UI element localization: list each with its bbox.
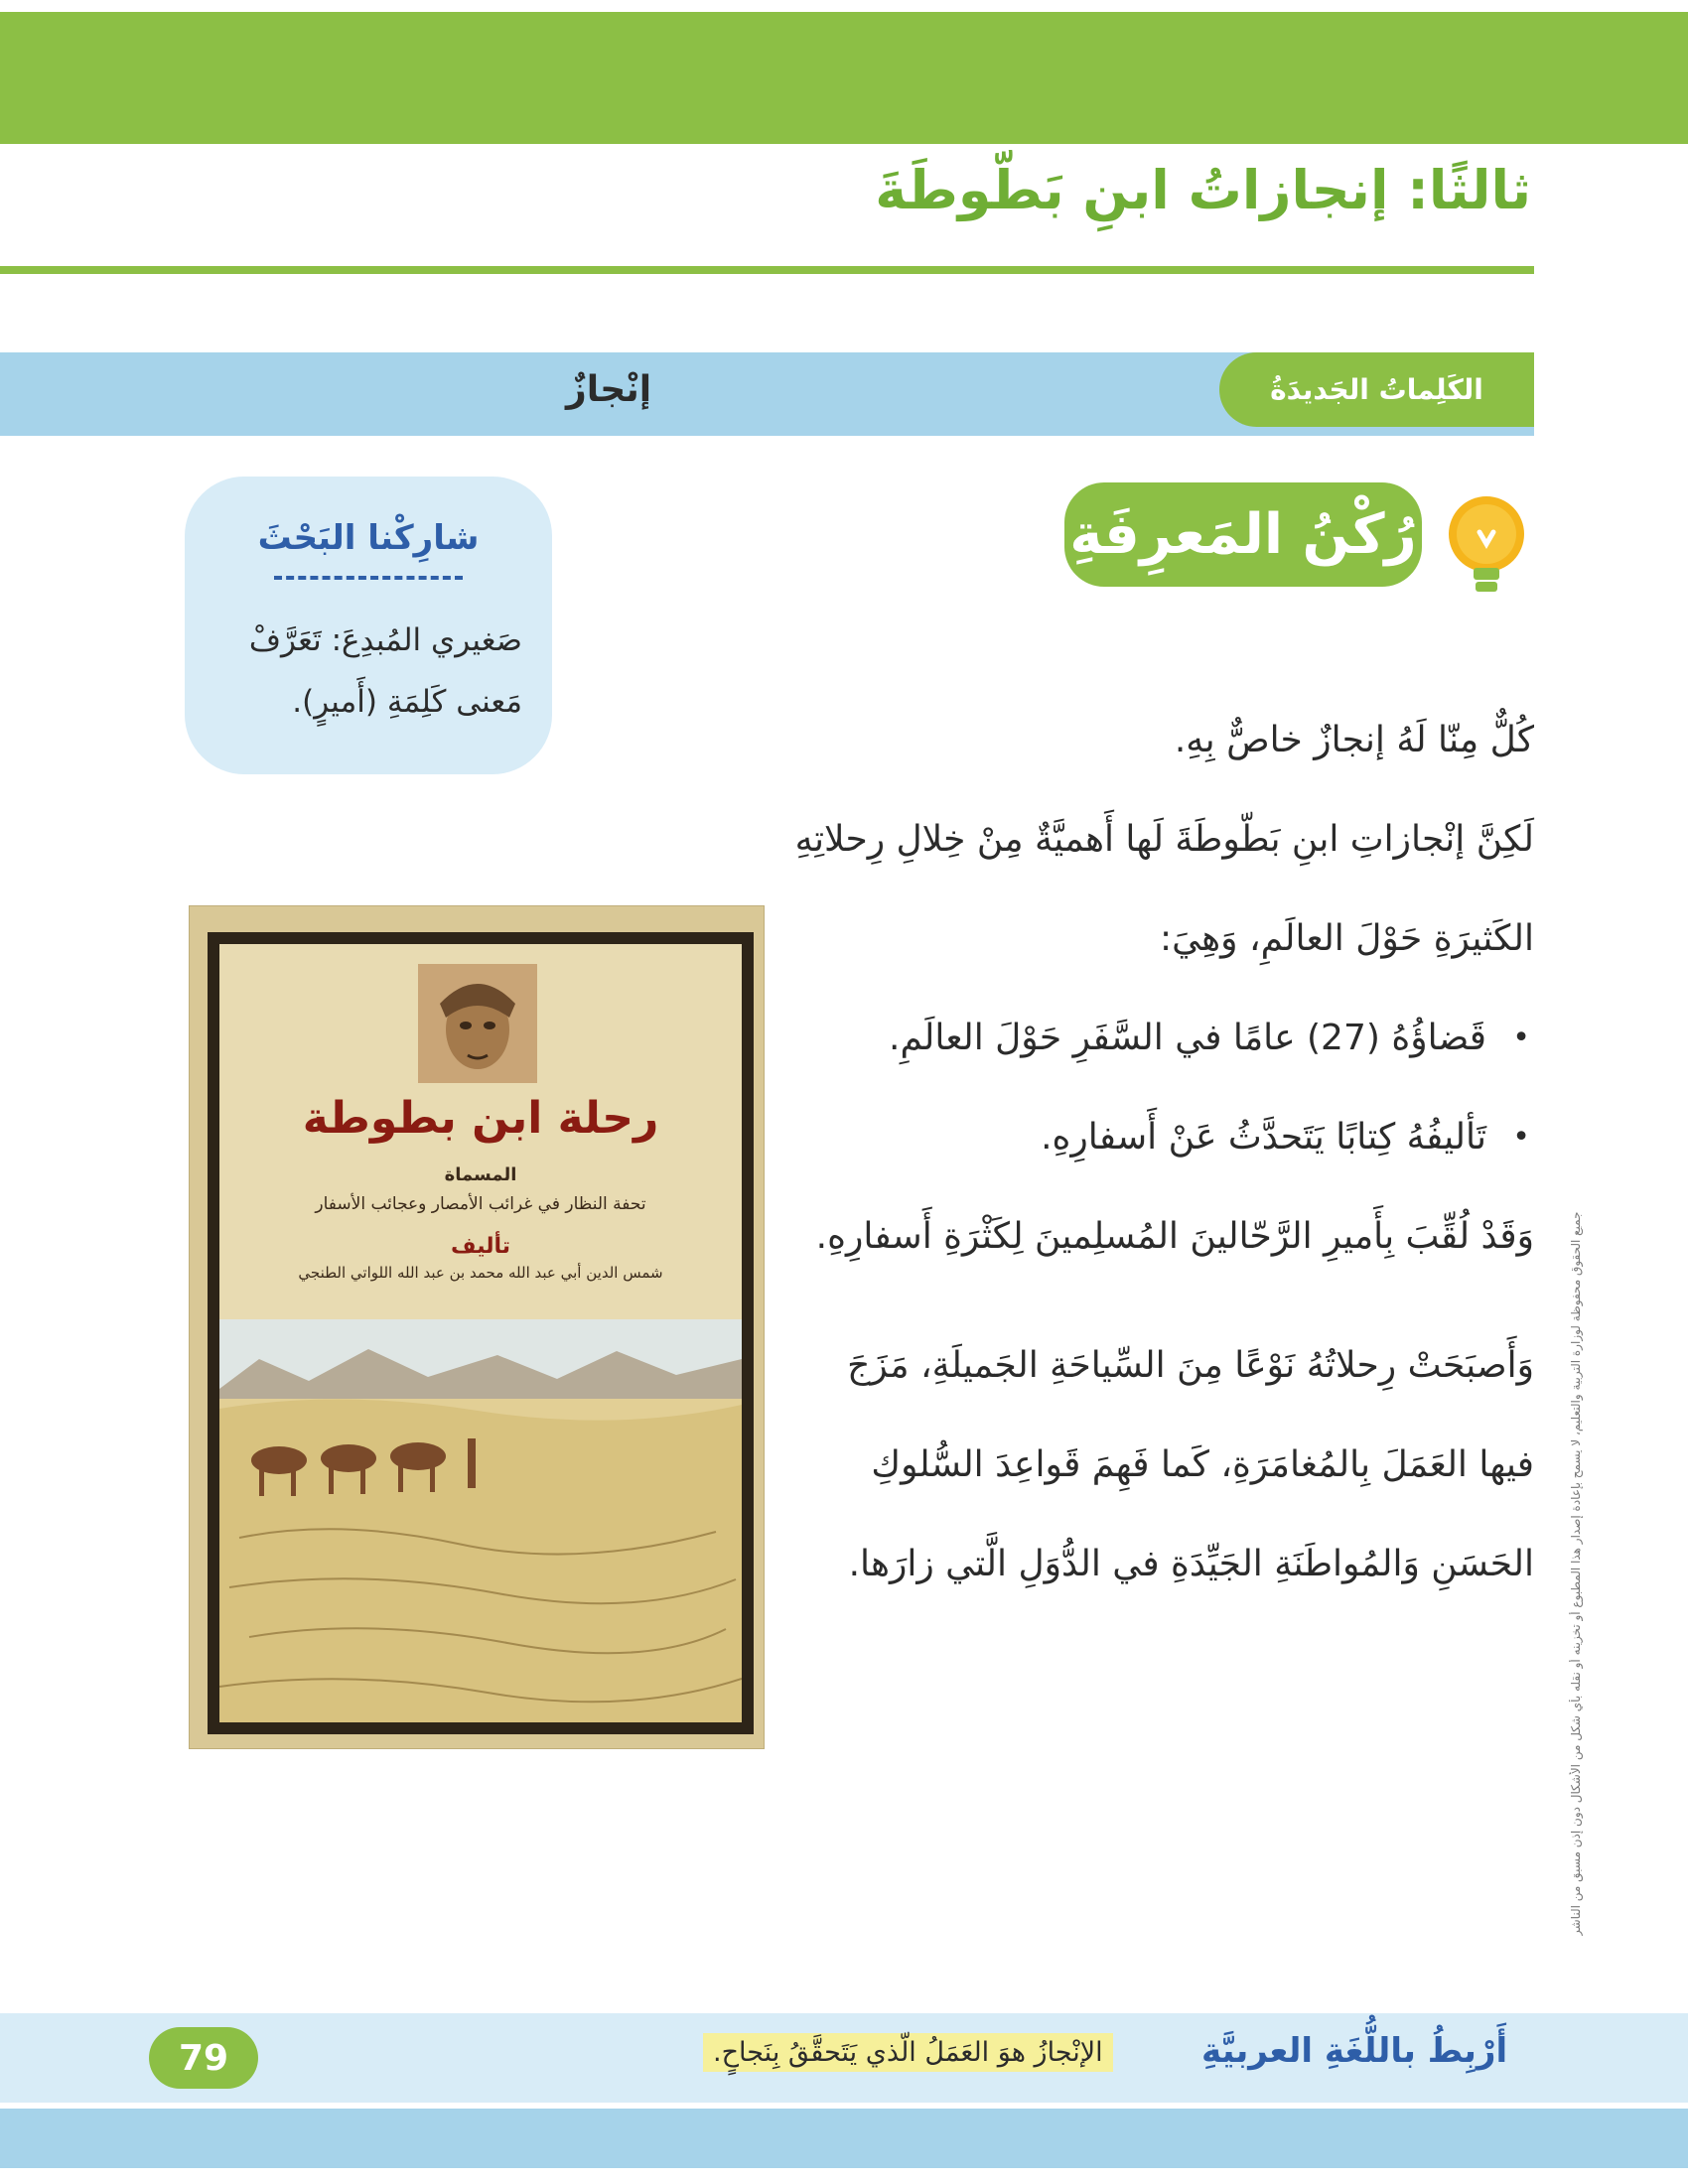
- list-item: • تَأليفُهُ كِتابًا يَتَحدَّثُ عَنْ أَسفارِهِ.: [794, 1088, 1534, 1187]
- language-link-text: الإنْجازُ هوَ العَمَلُ الّذي يَتَحقَّقُ بِنَجاحٍ.: [703, 2033, 1113, 2072]
- top-band: [0, 12, 1688, 144]
- lesson-body: [794, 691, 1534, 1614]
- page-title: ثالثًا: إنجازاتُ ابنِ بَطّوطَةَ: [875, 159, 1531, 221]
- book-cover: [208, 932, 754, 1734]
- vocab-word: إنْجازٌ: [566, 369, 652, 410]
- knowledge-corner-badge: [1064, 482, 1422, 587]
- copyright-note: جميع الحقوق محفوظة لوزارة التربية والتعليم، لا يسمح بإعادة إصدار هذا المطبوع أو تخزينه أو نقله بأي شكل من الأشكال دون إذن مسبق من الناشر: [1569, 1211, 1583, 1936]
- book-title: رحلة ابن بطوطة: [302, 1093, 659, 1144]
- title-rule: [0, 266, 1534, 274]
- research-title: شارِكْنا البَحْثَ: [257, 518, 480, 558]
- vocab-tag: الكَلِماتُ الجَديدَةُ: [1219, 352, 1534, 427]
- paragraph-4: وَأَصبَحَتْ رِحلاتُهُ نَوْعًا مِنَ السِّياحَةِ الجَميلَةِ، مَزَجَ فيها العَمَلَ بِالمُغامَرَةِ، كَما فَهِمَ قَواعِدَ السُّلوكِ الحَسَنِ وَالمُواطَنَةِ الجَيِّدَةِ في الدُّوَلِ الَّتي زارَها.: [847, 1345, 1534, 1584]
- paragraph-2: لَكِنَّ إنْجازاتِ ابنِ بَطّوطَةَ لَها أَهميَّةٌ مِنْ خِلالِ رِحلاتِهِ الكَثيرَةِ حَوْلَ العالَمِ، وَهِيَ:: [794, 819, 1534, 959]
- research-text: صَغيري المُبدِعَ: تَعَرَّفْ مَعنى كَلِمَةِ (أَميرٍ).: [248, 622, 522, 720]
- list-item: • قَضاؤُهُ (27) عامًا في السَّفَرِ حَوْلَ العالَمِ.: [794, 989, 1534, 1088]
- language-link-label: أَرْبِطُ باللُّغَةِ العربيَّةِ: [1201, 2031, 1508, 2071]
- page-number: 79: [149, 2027, 258, 2089]
- footer-bottom-band: [0, 2109, 1688, 2168]
- knowledge-corner-label: رُكْنُ المَعرِفَةِ: [1069, 502, 1417, 567]
- achievements-list: [794, 989, 1534, 1187]
- paragraph-1: كُلٌّ مِنّا لَهُ إنجازٌ خاصٌّ بِهِ.: [1174, 720, 1534, 760]
- book-cover-image: [189, 905, 765, 1749]
- portrait-illustration: [418, 964, 537, 1083]
- book-subtitle: تحفة النظار في غرائب الأمصار وعجائب الأسفار: [315, 1194, 646, 1214]
- research-box: [185, 477, 552, 774]
- book-subtitle-label: المسماة: [444, 1164, 517, 1185]
- book-author-label: تأليف: [451, 1234, 510, 1259]
- book-author: شمس الدين أبي عبد الله محمد بن عبد الله اللواتي الطنجي: [298, 1264, 663, 1282]
- lightbulb-icon: [1442, 492, 1531, 602]
- paragraph-3: وَقَدْ لُقِّبَ بِأَميرِ الرَّحّالينَ المُسلِمينَ لِكَثْرَةِ أَسفارِهِ.: [815, 1216, 1534, 1257]
- desert-caravan-illustration: [219, 1319, 742, 1722]
- research-title-underline: [274, 576, 463, 580]
